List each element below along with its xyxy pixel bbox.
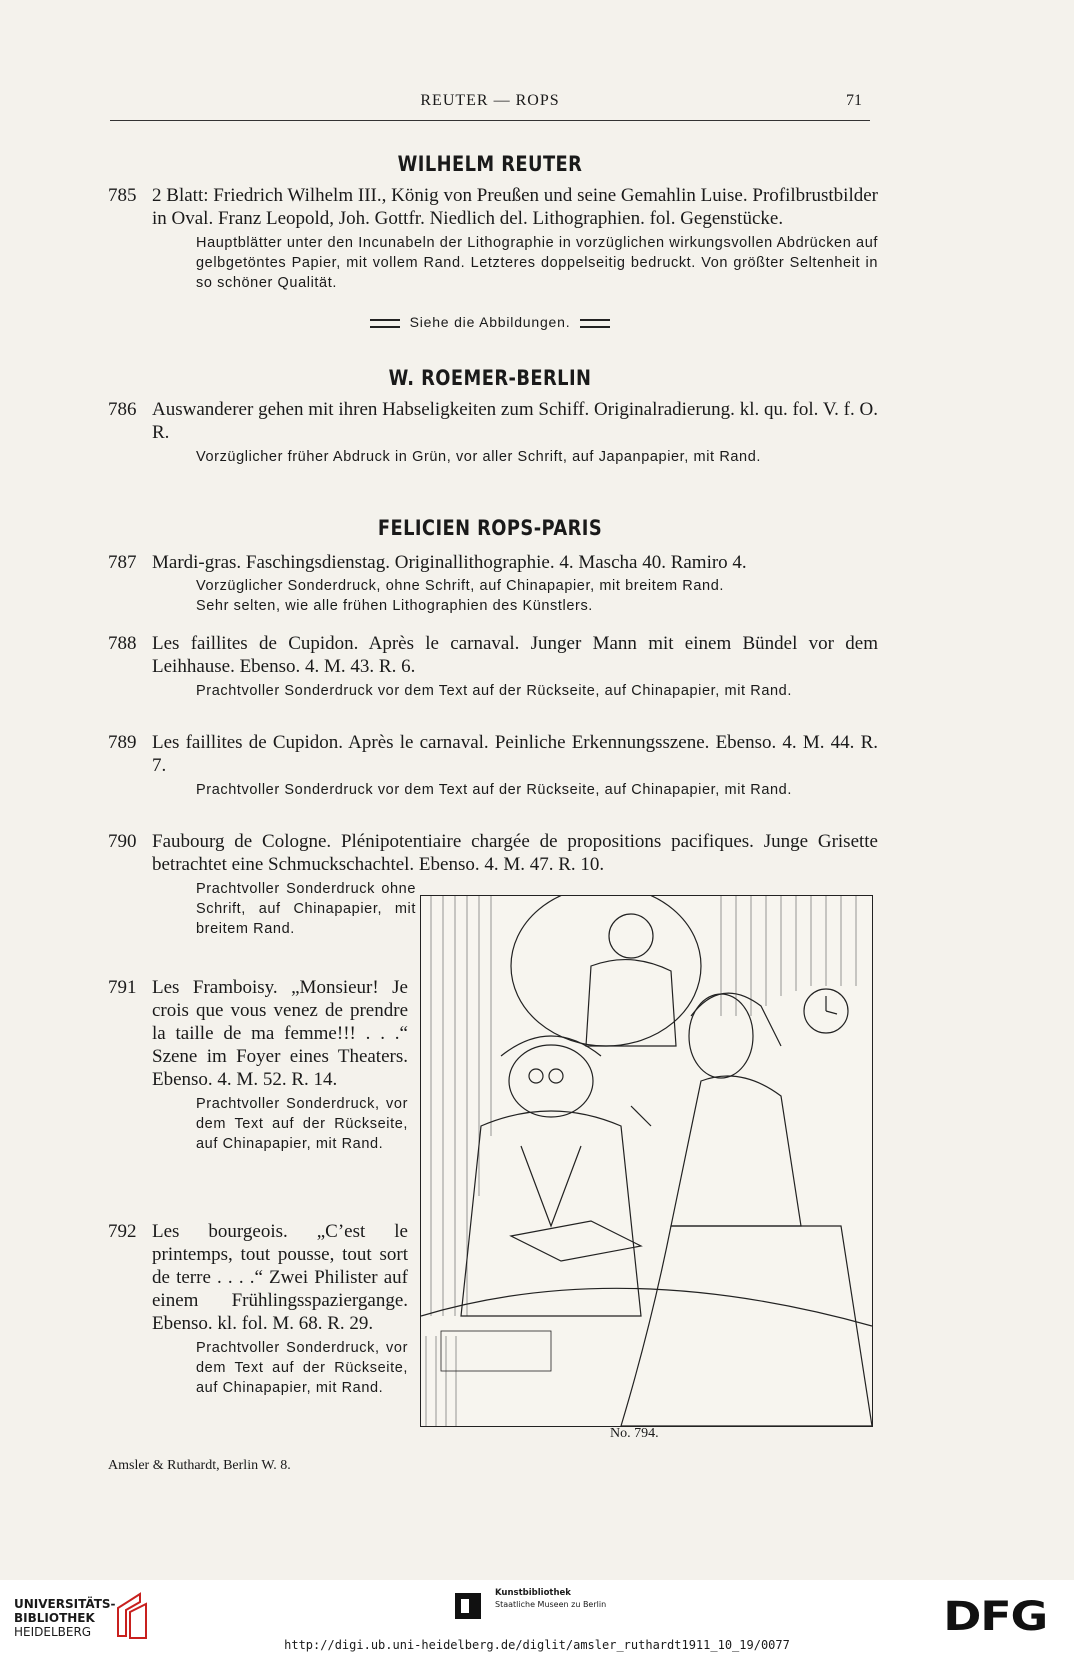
illustration-lithograph	[420, 895, 873, 1427]
kunstbibliothek-logo-icon	[455, 1593, 481, 1619]
catalog-entry-788	[108, 632, 878, 701]
entry-note: Prachtvoller Sonderdruck, vor dem Text auf der Rückseite, auf Chinapapier, mit Rand.	[196, 1340, 408, 1396]
ub-line-2: BIBLIOTHEK	[14, 1611, 95, 1625]
illustration-caption: No. 794.	[610, 1426, 659, 1441]
entry-note: Hauptblätter unter den Incunabeln der Lithographie in vorzüglichen wirkungsvollen Abdrücken auf gelbgetöntes Papier, mit vollem Rand. Letzteres doppelseitig bedruckt. Von größter Seltenheit in so schöner Qualität.	[196, 235, 878, 291]
catalog-entry-785	[108, 184, 878, 293]
entry-number: 787	[108, 552, 137, 573]
see-illustrations-text: Siehe die Abbildungen.	[409, 314, 571, 330]
entry-number: 786	[108, 399, 137, 420]
entry-text: 2 Blatt: Friedrich Wilhelm III., König von Preußen und seine Gemahlin Luise. Profilbrustbilder in Oval. Franz Leopold, Joh. Gottfr. Niedlich del. Lithographien. fol. Gegenstücke.	[152, 185, 878, 229]
catalog-entry-787	[108, 551, 878, 616]
entry-note: Prachtvoller Sonderdruck vor dem Text auf der Rückseite, auf Chinapapier, mit Rand.	[196, 683, 792, 699]
double-rule-right	[580, 319, 610, 328]
entry-text: Les faillites de Cupidon. Après le carnaval. Junger Mann mit einem Bündel vor dem Leihhause. Ebenso. 4. M. 43. R. 6.	[152, 633, 878, 677]
entry-text: Les faillites de Cupidon. Après le carnaval. Peinliche Erkennungsszene. Ebenso. 4. M. 44. R. 7.	[152, 732, 878, 776]
catalog-entry-786	[108, 398, 878, 467]
permalink-url[interactable]: http://digi.ub.uni-heidelberg.de/diglit/amsler_ruthardt1911_10_19/0077	[284, 1638, 790, 1652]
ub-line-3: HEIDELBERG	[14, 1625, 92, 1639]
catalog-entry-792	[108, 1220, 408, 1398]
section-title-rops: FELICIEN ROPS-PARIS	[377, 516, 603, 540]
double-rule-left	[370, 319, 400, 328]
dfg-logo: DFG	[943, 1594, 1048, 1640]
entry-note: Vorzüglicher Sonderdruck, ohne Schrift, auf Chinapapier, mit breitem Rand.	[196, 578, 724, 594]
kb-line-2: Staatliche Museen zu Berlin	[495, 1600, 607, 1609]
lithograph-drawing	[421, 896, 872, 1426]
entry-note: Prachtvoller Sonderdruck ohne Schrift, auf Chinapapier, mit breitem Rand.	[196, 881, 416, 937]
entry-number: 792	[108, 1221, 137, 1242]
entry-note: Prachtvoller Sonderdruck vor dem Text auf der Rückseite, auf Chinapapier, mit Rand.	[196, 782, 792, 798]
ub-heidelberg-logo-icon	[110, 1590, 150, 1640]
entry-text: Mardi-gras. Faschingsdienstag. Originallithographie. 4. Mascha 40. Ramiro 4.	[152, 552, 747, 573]
kunstbibliothek-label	[495, 1587, 606, 1611]
entry-text: Les bourgeois. „C’est le printemps, tout pousse, tout sort de terre . . . .“ Zwei Philister auf einem Frühlingsspaziergange. Ebenso. kl. fol. M. 68. R. 29.	[152, 1221, 408, 1334]
entry-number: 788	[108, 633, 137, 654]
header-rule	[110, 120, 870, 121]
catalog-entry-789	[108, 731, 878, 800]
ub-line-1: UNIVERSITÄTS-	[14, 1597, 116, 1611]
ub-heidelberg-label	[14, 1597, 116, 1639]
entry-note: Prachtvoller Sonderdruck, vor dem Text auf der Rückseite, auf Chinapapier, mit Rand.	[196, 1096, 408, 1152]
page-number: 71	[846, 92, 862, 109]
entry-text: Les Framboisy. „Monsieur! Je crois que vous venez de prendre la taille de ma femme!!! . . .“ Szene im Foyer eines Theaters. Ebenso. 4. M. 52. R. 14.	[152, 977, 408, 1090]
catalog-entry-791	[108, 976, 408, 1154]
section-title-roemer: W. ROEMER-BERLIN	[388, 366, 592, 390]
entry-text: Faubourg de Cologne. Plénipotentiaire chargée de propositions pacifiques. Junge Grisette betrachtet eine Schmuckschachtel. Ebenso. 4. M. 47. R. 10.	[152, 831, 878, 875]
section-title-reuter: WILHELM REUTER	[397, 152, 583, 176]
entry-number: 785	[108, 185, 137, 206]
kb-line-1: Kunstbibliothek	[495, 1588, 571, 1598]
entry-number: 791	[108, 977, 137, 998]
publisher-imprint: Amsler & Ruthardt, Berlin W. 8.	[108, 1458, 291, 1473]
entry-note-rarity: Sehr selten, wie alle frühen Lithographien des Künstlers.	[196, 598, 593, 614]
see-illustrations-note	[110, 314, 870, 330]
running-title: REUTER — ROPS	[420, 92, 560, 109]
entry-number: 790	[108, 831, 137, 852]
entry-note: Vorzüglicher früher Abdruck in Grün, vor aller Schrift, auf Japanpapier, mit Rand.	[196, 449, 762, 465]
entry-text: Auswanderer gehen mit ihren Habseligkeiten zum Schiff. Originalradierung. kl. qu. fol. V. f. O. R.	[152, 399, 878, 443]
entry-number: 789	[108, 732, 137, 753]
